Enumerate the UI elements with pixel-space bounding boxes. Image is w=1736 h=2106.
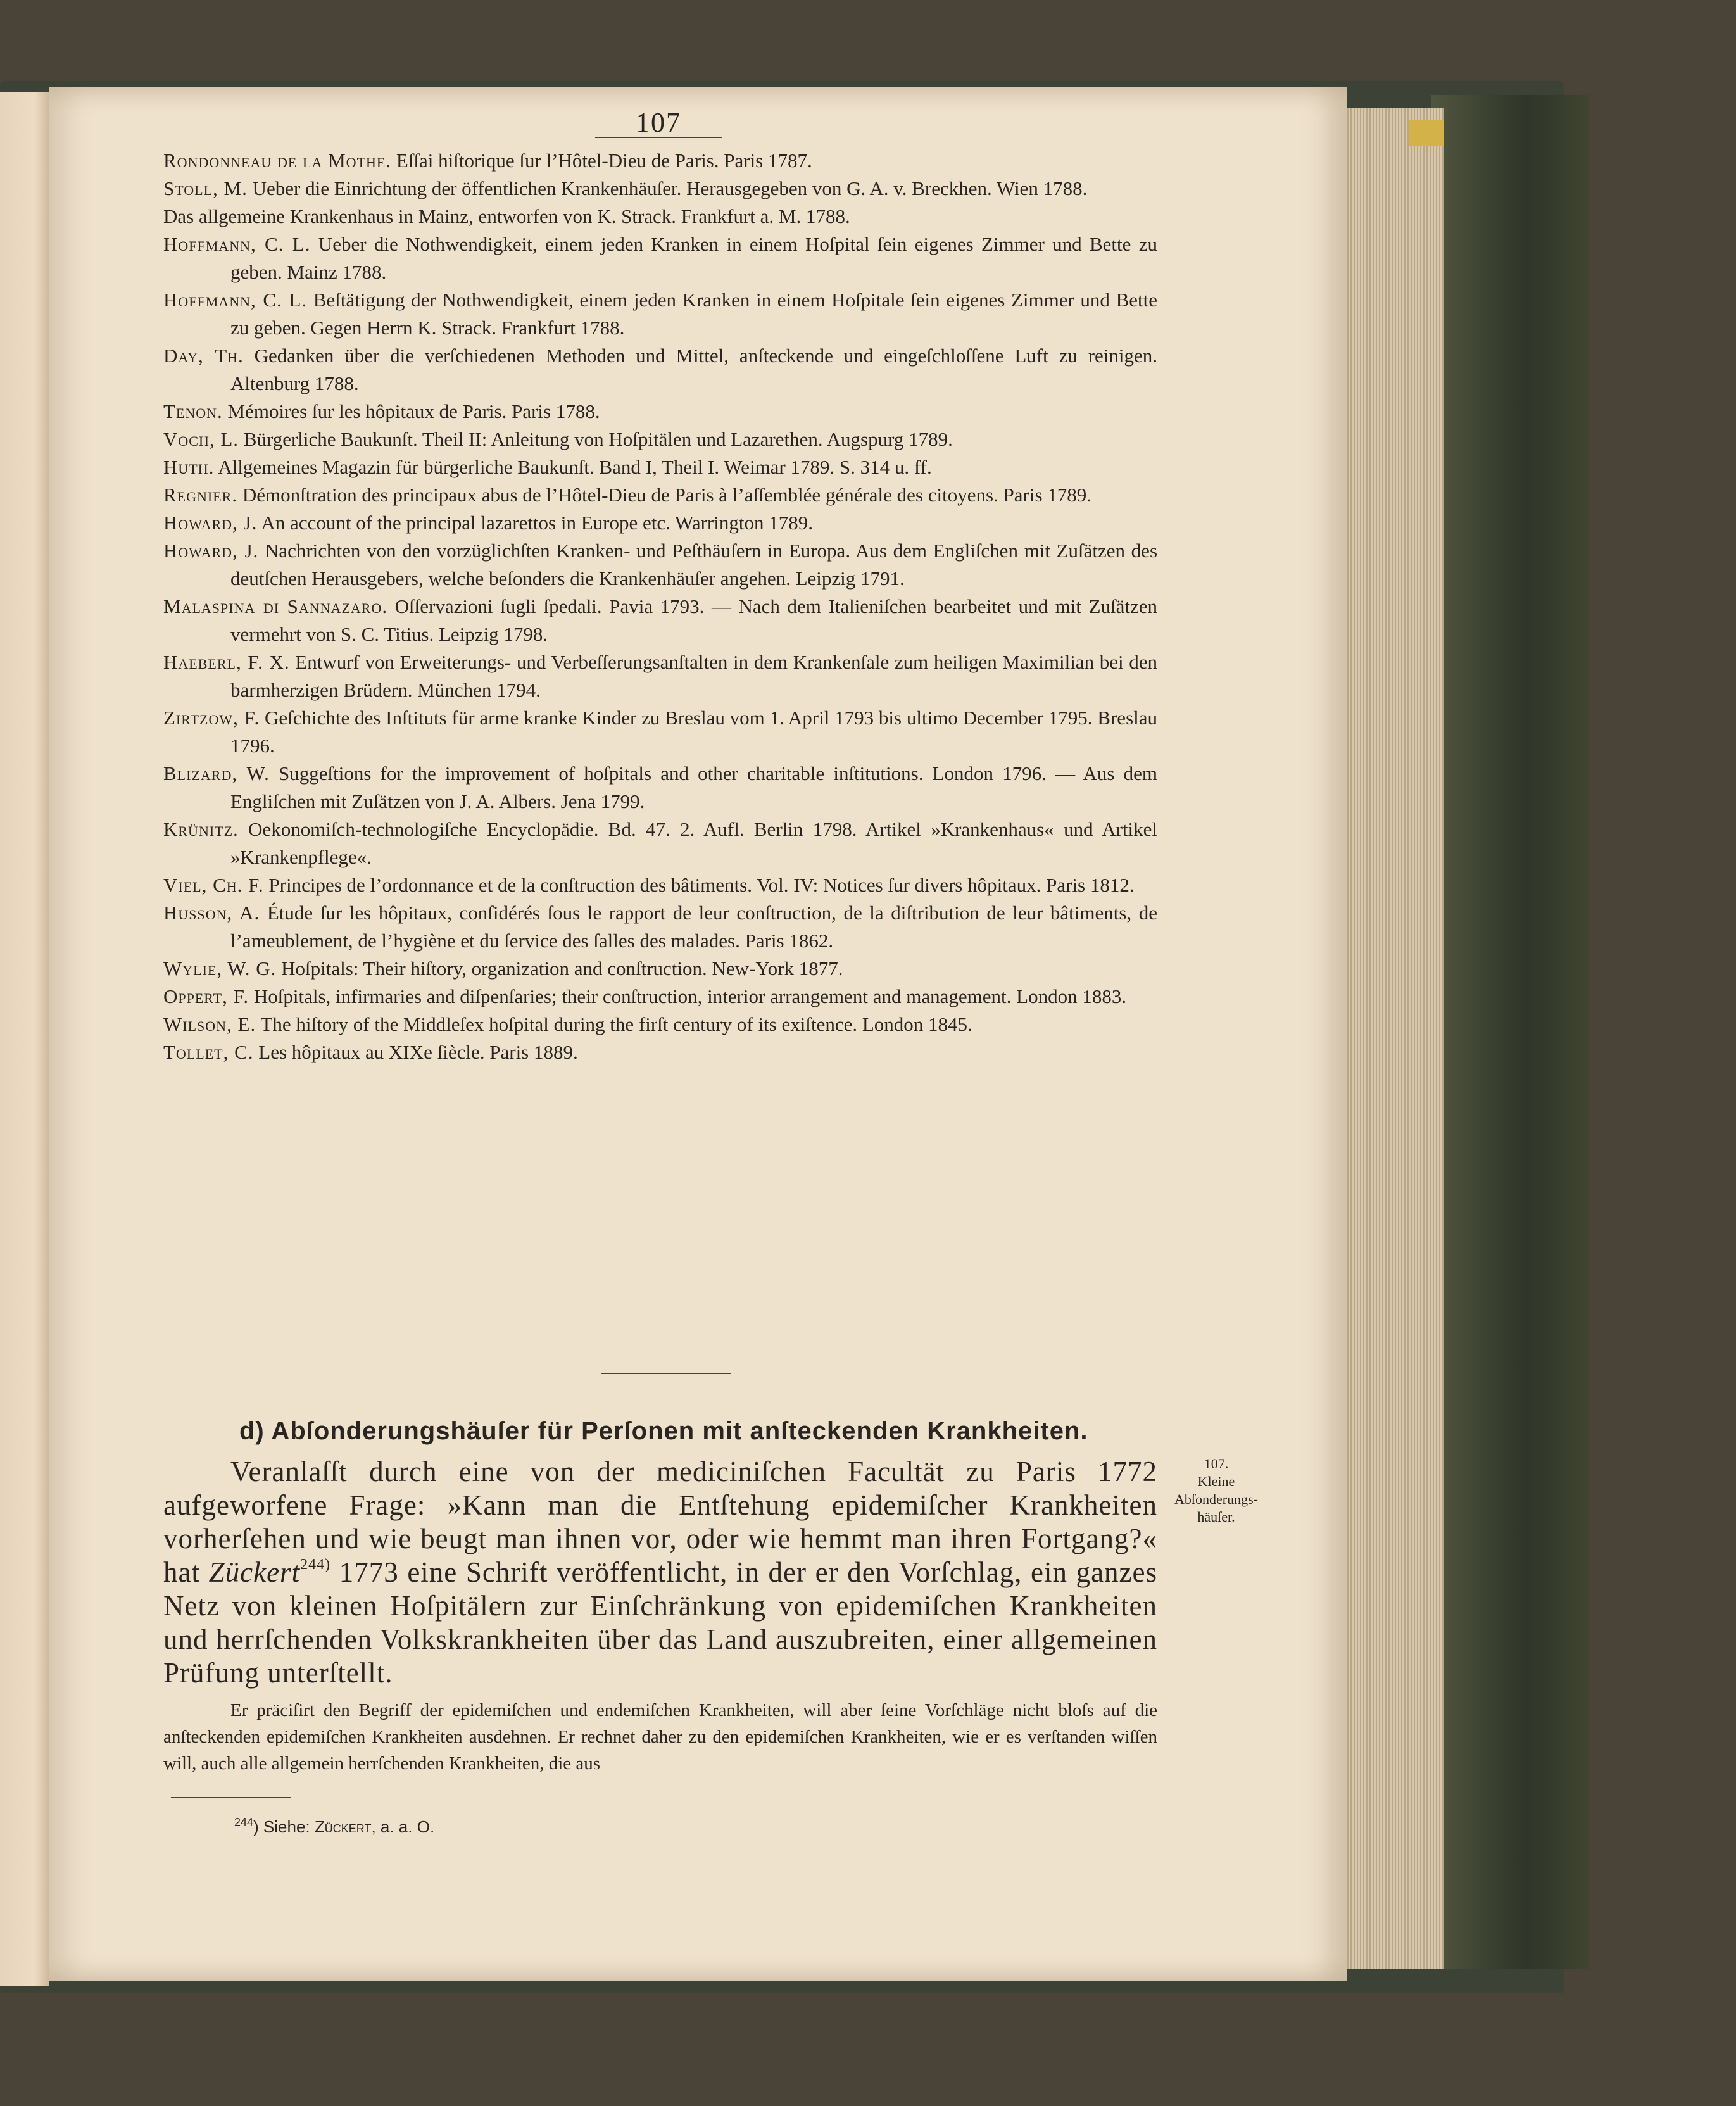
- entry-author: Regnier.: [163, 484, 238, 506]
- entry-text: Mémoires ſur les hôpitaux de Paris. Paris 1788.: [227, 400, 600, 422]
- bibliography-entry: [163, 230, 1157, 286]
- marginal-note: [1169, 1455, 1264, 1526]
- bibliography-entry: [163, 398, 1157, 426]
- bibliography-entry: [163, 760, 1157, 816]
- entry-text: Bürgerliche Baukunſt. Theil II: Anleitung von Hoſpitälen und Lazarethen. Augspurg 1789.: [243, 428, 953, 450]
- entry-text: An account of the principal lazarettos in Europe etc. Warrington 1789.: [261, 512, 813, 534]
- bibliography-entry: [163, 147, 1157, 175]
- author-reference: Zückert: [208, 1556, 301, 1588]
- entry-author: Hoffmann, C. L.: [163, 233, 311, 255]
- entry-text: Ueber die Nothwendigkeit, einem jeden Kranken in einem Hoſpital ſein eigenes Zimmer und Bette zu geben. Mainz 1788.: [230, 233, 1157, 283]
- entry-author: Howard, J.: [163, 539, 259, 562]
- entry-text: Les hôpitaux au XIXe ſiècle. Paris 1889.: [258, 1041, 578, 1063]
- marginal-line-1: Kleine: [1197, 1473, 1235, 1489]
- footnote-number: 244: [234, 1816, 254, 1829]
- footnote: [234, 1816, 741, 1837]
- marginal-line-3: häuſer.: [1197, 1509, 1235, 1525]
- bibliography-entry: [163, 537, 1157, 593]
- entry-author: Voch, L.: [163, 428, 239, 450]
- entry-text: Oekonomiſch-technologiſche Encyclopädie. Bd. 47. 2. Aufl. Berlin 1798. Artikel »Krankenhaus« und Artikel »Krankenpflege«.: [230, 818, 1157, 868]
- entry-author: Huth.: [163, 456, 215, 478]
- entry-author: Malaspina di Sannazaro.: [163, 595, 388, 617]
- entry-author: Hoffmann, C. L.: [163, 289, 308, 311]
- main-paragraph: [163, 1455, 1157, 1690]
- bibliography-entry: [163, 342, 1157, 398]
- entry-author: Zirtzow, F.: [163, 707, 260, 729]
- entry-text: Eſſai hiſtorique ſur l’Hôtel-Dieu de Paris. Paris 1787.: [396, 149, 812, 172]
- bibliography-entry: [163, 955, 1157, 983]
- entry-text: Allgemeines Magazin für bürgerliche Baukunſt. Band I, Theil I. Weimar 1789. S. 314 u. ff.: [218, 456, 932, 478]
- entry-author: Viel, Ch. F.: [163, 874, 264, 896]
- footnote-ref: 244): [300, 1556, 331, 1573]
- entry-author: Husson, A.: [163, 902, 260, 924]
- entry-text: Oſſervazioni ſugli ſpedali. Pavia 1793. — Nach dem Italieniſchen bearbeitet und mit Zuſätzen vermehrt von S. C. Titius. Leipzig 1798.: [230, 595, 1158, 645]
- gilt-edge: [1409, 120, 1444, 146]
- bibliography-entry: [163, 1011, 1157, 1038]
- entry-text: Beſtätigung der Nothwendigkeit, einem jeden Kranken in einem Hoſpitale ſein eigenes Zimmer und Bette zu geben. Gegen Herrn K. Strack. Frankfurt 1788.: [230, 289, 1157, 339]
- footnote-text-end: , a. a. O.: [371, 1817, 435, 1836]
- bibliography-entry: [163, 286, 1157, 342]
- paragraph-text-end: 1773 eine Schrift veröffentlicht, in der er den Vorſchlag, ein ganzes Netz von kleinen Hoſpitälern zur Einſchränkung von epidemiſchen Krankheiten und herrſchenden Volkskrankheiten über das Land auszubreiten, einer allgemeinen Prüfung unterſtellt.: [163, 1556, 1158, 1689]
- footnote-text-start: ) Siehe:: [253, 1817, 310, 1836]
- bibliography-entry: [163, 481, 1157, 509]
- bibliography-list: [163, 147, 1157, 1066]
- entry-author: Wilson, E.: [163, 1013, 256, 1035]
- bibliography-entry: [163, 871, 1157, 899]
- page-number: 107: [636, 107, 681, 138]
- bibliography-entry: [163, 426, 1157, 453]
- bibliography-entry: [163, 175, 1157, 203]
- page-edges: [1342, 108, 1444, 1969]
- entry-text: Das allgemeine Krankenhaus in Mainz, entworfen von K. Strack. Frankfurt a. M. 1788.: [163, 205, 850, 227]
- facing-page-edge: [0, 92, 49, 1986]
- entry-author: Oppert, F.: [163, 985, 249, 1007]
- entry-author: Tenon.: [163, 400, 223, 422]
- footnote-author: Zückert: [314, 1817, 372, 1836]
- page-number-rule: [595, 137, 722, 138]
- bibliography-entry: [163, 648, 1157, 704]
- bibliography-entry: [163, 899, 1157, 955]
- small-print-text: Er präciſirt den Begriff der epidemiſchen und endemiſchen Krankheiten, will aber ſeine Vorſchläge nicht bloſs auf die anſteckenden epidemiſchen Krankheiten ausdehnen. Er rechnet daher zu den epidemiſchen Krankheiten, wie er es verſtanden wiſſen will, auch alle allgemein herrſchenden Krankheiten, die aus: [163, 1700, 1157, 1774]
- entry-text: Hoſpitals: Their hiſtory, organization and conſtruction. New-York 1877.: [281, 957, 843, 980]
- section-divider: [601, 1373, 731, 1374]
- entry-text: Étude ſur les hôpitaux, conſidérés ſous le rapport de leur conſtruction, de la diſtribution de leur bâtiments, de l’ameublement, de l’hygiène et du ſervice des ſalles des malades. Paris 1862.: [230, 902, 1158, 952]
- section-heading: d) Abſonderungshäuſer für Perſonen mit anſteckenden Krankheiten.: [239, 1417, 1088, 1445]
- entry-text: Geſchichte des Inſtituts für arme kranke Kinder zu Breslau vom 1. April 1793 bis ultimo December 1795. Breslau 1796.: [230, 707, 1158, 757]
- bibliography-entry: [163, 983, 1157, 1011]
- entry-author: Haeberl, F. X.: [163, 651, 290, 673]
- entry-text: Nachrichten von den vorzüglichſten Kranken- und Peſthäuſern in Europa. Aus dem Engliſchen mit Zuſätzen des deutſchen Herausgebers, welche beſonders die Krankenhäuſer angehen. Leipzig 1791.: [230, 539, 1158, 590]
- entry-text: Gedanken über die verſchiedenen Methoden und Mittel, anſteckende und eingeſchloſſene Luft zu reinigen. Altenburg 1788.: [230, 344, 1158, 394]
- marginal-number: 107.: [1204, 1456, 1229, 1472]
- entry-text: Ueber die Einrichtung der öffentlichen Krankenhäuſer. Herausgegeben von G. A. v. Breckhen. Wien 1788.: [252, 177, 1088, 199]
- entry-author: Wylie, W. G.: [163, 957, 277, 980]
- bibliography-entry: [163, 593, 1157, 648]
- entry-author: Krünitz.: [163, 818, 239, 840]
- bibliography-entry: [163, 816, 1157, 871]
- paragraph-text-start: Veranlaſſt durch eine von der mediciniſchen Facultät zu Paris 1772 aufgeworfene Frage: »Kann man die Entſtehung epidemiſcher Krankheiten vorherſehen und wie beugt man ihnen vor, oder wie hemmt man ihren Fortgang?« hat: [163, 1456, 1157, 1588]
- bibliography-entry: [163, 1038, 1157, 1066]
- bibliography-entry: [163, 509, 1157, 537]
- entry-text: Principes de l’ordonnance et de la conſtruction des bâtiments. Vol. IV: Notices ſur divers hôpitaux. Paris 1812.: [268, 874, 1135, 896]
- entry-author: Howard, J.: [163, 512, 258, 534]
- entry-text: Entwurf von Erweiterungs- und Verbeſſerungsanſtalten in dem Krankenſale zum heiligen Maximilian bei den barmherzigen Brüdern. München 1794.: [230, 651, 1158, 701]
- entry-author: Blizard, W.: [163, 762, 270, 785]
- entry-text: Démonſtration des principaux abus de l’Hôtel-Dieu de Paris à l’aſſemblée générale des citoyens. Paris 1789.: [242, 484, 1092, 506]
- entry-author: Day, Th.: [163, 344, 244, 367]
- entry-author: Stoll, M.: [163, 177, 248, 199]
- entry-author: Tollet, C.: [163, 1041, 254, 1063]
- bibliography-entry: [163, 453, 1157, 481]
- entry-text: The hiſtory of the Middleſex hoſpital during the firſt century of its exiſtence. London 1845.: [260, 1013, 972, 1035]
- entry-text: Hoſpitals, infirmaries and diſpenſaries; their conſtruction, interior arrangement and management. London 1883.: [253, 985, 1127, 1007]
- small-print-paragraph: [163, 1697, 1157, 1777]
- footnote-rule: [171, 1797, 291, 1798]
- book-cover-edge: [1431, 95, 1589, 1969]
- bibliography-entry: [163, 203, 1157, 230]
- marginal-line-2: Abſonderungs-: [1174, 1491, 1258, 1507]
- entry-text: Suggeſtions for the improvement of hoſpitals and other charitable inſtitutions. London 1796. — Aus dem Engliſchen mit Zuſätzen von J. A. Albers. Jena 1799.: [230, 762, 1157, 812]
- bibliography-entry: [163, 704, 1157, 760]
- entry-author: Rondonneau de la Mothe.: [163, 149, 392, 172]
